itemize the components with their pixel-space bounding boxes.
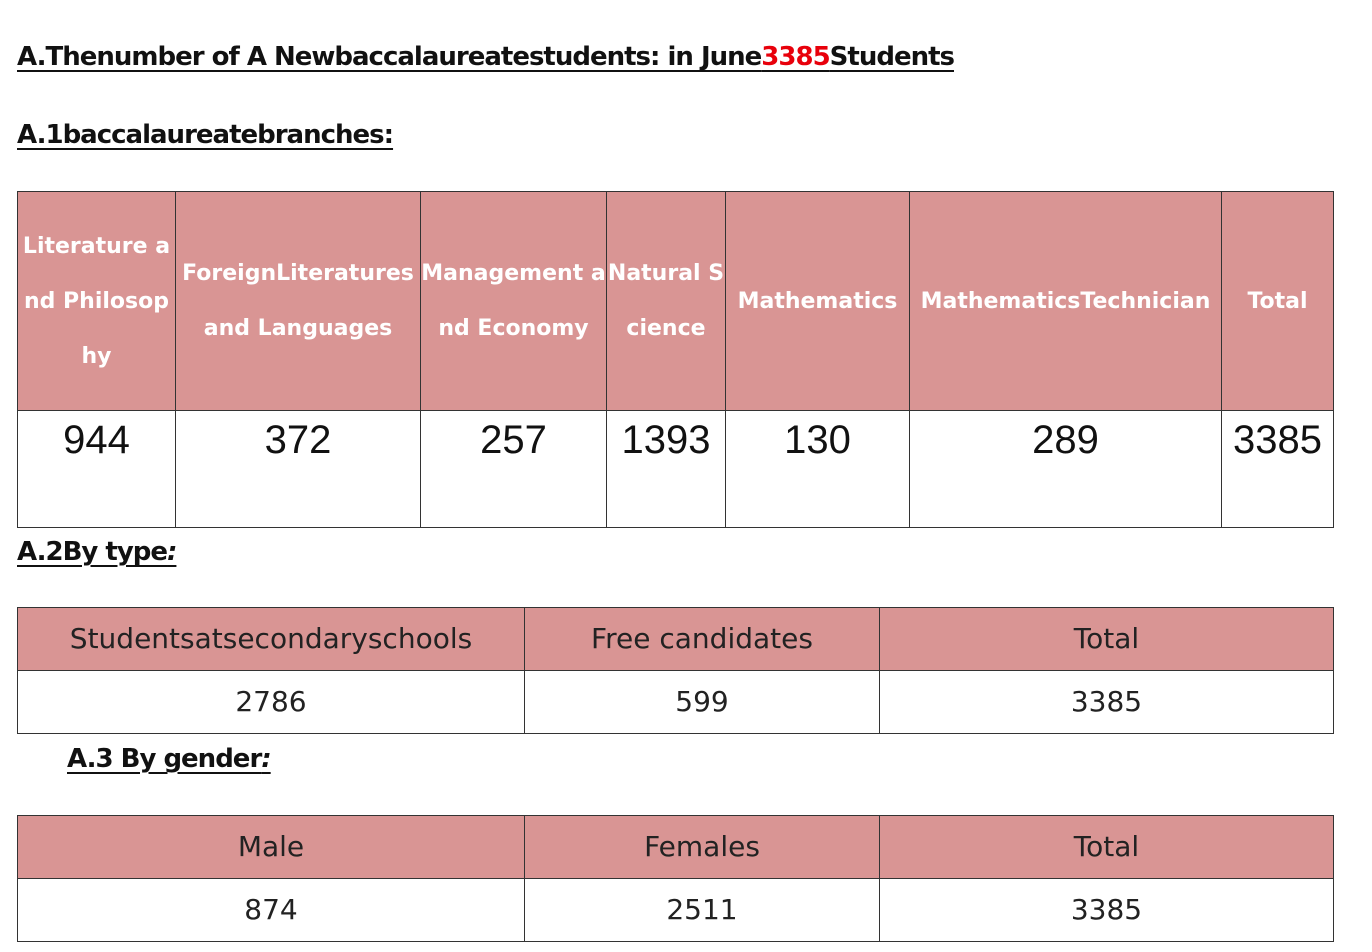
- table-header-row: [18, 192, 1334, 411]
- cell-total: 3385: [880, 879, 1334, 942]
- cell-mathematics-technician: 289: [910, 411, 1222, 528]
- table-header-row: [18, 608, 1334, 671]
- section-heading-by-gender-label: A.3 By gender: [67, 744, 262, 774]
- cell-male: 874: [18, 879, 525, 942]
- header-total: Total: [880, 816, 1334, 879]
- cell-literature-philosophy: 944: [18, 411, 176, 528]
- table-row: [18, 879, 1334, 942]
- table-header-row: [18, 816, 1334, 879]
- header-mathematics: Mathematics: [726, 192, 910, 411]
- section-heading-branches: A.1baccalaureatebranches:: [17, 120, 394, 150]
- cell-total: 3385: [880, 671, 1334, 734]
- table-row: [18, 411, 1334, 528]
- header-mathematics-technician: MathematicsTechnician: [910, 192, 1222, 411]
- cell-females: 2511: [525, 879, 880, 942]
- page-title-suffix: Students: [829, 42, 954, 72]
- branches-table: [17, 191, 1334, 528]
- page-title-prefix: A.Thenumber of A Newbaccalaureatestudents: in June: [17, 42, 762, 72]
- header-management-economy: Management and Economy: [421, 192, 607, 411]
- cell-free-candidates: 599: [525, 671, 880, 734]
- table-row: [18, 671, 1334, 734]
- cell-foreign-literatures: 372: [176, 411, 421, 528]
- header-total: Total: [880, 608, 1334, 671]
- cell-management-economy: 257: [421, 411, 607, 528]
- cell-mathematics: 130: [726, 411, 910, 528]
- header-secondary-school-students: Studentsatsecondaryschools: [18, 608, 525, 671]
- total-students-highlight: 3385: [761, 42, 830, 72]
- header-total: Total: [1222, 192, 1334, 411]
- header-free-candidates: Free candidates: [525, 608, 880, 671]
- header-females: Females: [525, 816, 880, 879]
- page-title: [17, 42, 954, 72]
- section-heading-by-type-label: A.2By type: [17, 537, 168, 567]
- header-male: Male: [18, 816, 525, 879]
- cell-total: 3385: [1222, 411, 1334, 528]
- section-heading-by-gender: [67, 744, 271, 774]
- section-heading-by-gender-colon: :: [261, 744, 271, 774]
- cell-secondary-school-students: 2786: [18, 671, 525, 734]
- section-heading-by-type: [17, 537, 176, 567]
- header-literature-philosophy: Literature and Philosophy: [18, 192, 176, 411]
- header-natural-science: Natural Science: [607, 192, 726, 411]
- type-table: [17, 607, 1334, 734]
- gender-table: [17, 815, 1334, 942]
- header-foreign-literatures: ForeignLiteratures and Languages: [176, 192, 421, 411]
- cell-natural-science: 1393: [607, 411, 726, 528]
- section-heading-by-type-colon: :: [167, 537, 177, 567]
